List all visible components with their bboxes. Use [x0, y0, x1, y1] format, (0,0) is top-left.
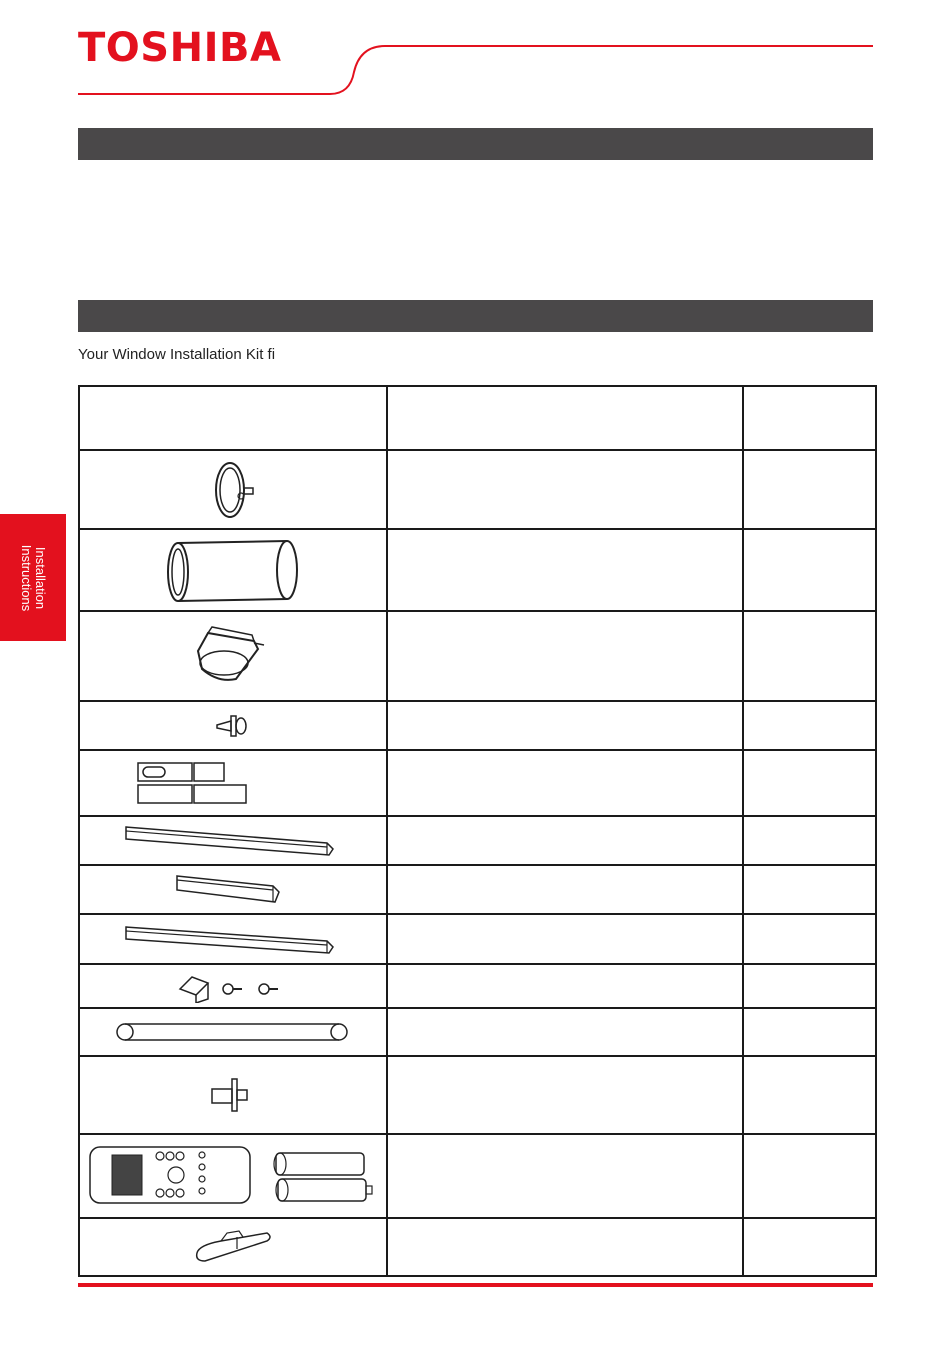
kit-parts-table [78, 385, 877, 1277]
header-cell-quantity [743, 386, 876, 450]
drain-connector-icon [208, 1075, 258, 1115]
filter-clip-icon [191, 1227, 275, 1267]
short-window-slider-icon [173, 870, 293, 910]
table-row [79, 964, 876, 1008]
header-cell-description [387, 386, 743, 450]
foam-seal-pieces-icon [136, 761, 256, 805]
table-row [79, 1056, 876, 1134]
bracket-and-screws-icon [178, 969, 288, 1003]
table-row [79, 816, 876, 865]
drain-hose-icon [115, 1020, 351, 1044]
table-header-row [79, 386, 876, 450]
remote-and-batteries-icon [88, 1145, 378, 1207]
plug-fastener-icon [213, 711, 253, 741]
table-row [79, 1218, 876, 1276]
table-row [79, 1134, 876, 1218]
window-slider-adapter-icon [188, 621, 278, 691]
section-bar-top [78, 128, 873, 160]
table-row [79, 611, 876, 701]
exhaust-hose-icon [163, 535, 303, 605]
intro-text: Your Window Installation Kit fi [78, 346, 276, 363]
extension-slider-icon [123, 919, 343, 959]
table-row [79, 1008, 876, 1056]
header-swoosh-line [0, 0, 950, 110]
table-row [79, 529, 876, 611]
toshiba-logo: TOSHIBA [78, 25, 282, 71]
side-tab-label: Installation Instructions [19, 544, 48, 611]
table-row [79, 450, 876, 529]
section-bar-kit [78, 300, 873, 332]
table-row [79, 701, 876, 750]
header-cell-part [79, 386, 387, 450]
table-row [79, 865, 876, 914]
table-row [79, 750, 876, 816]
table-row [79, 914, 876, 964]
long-window-slider-icon [123, 821, 343, 861]
duct-ring-connector-icon [203, 458, 263, 522]
side-tab [0, 514, 66, 641]
footer-line [78, 1283, 873, 1287]
